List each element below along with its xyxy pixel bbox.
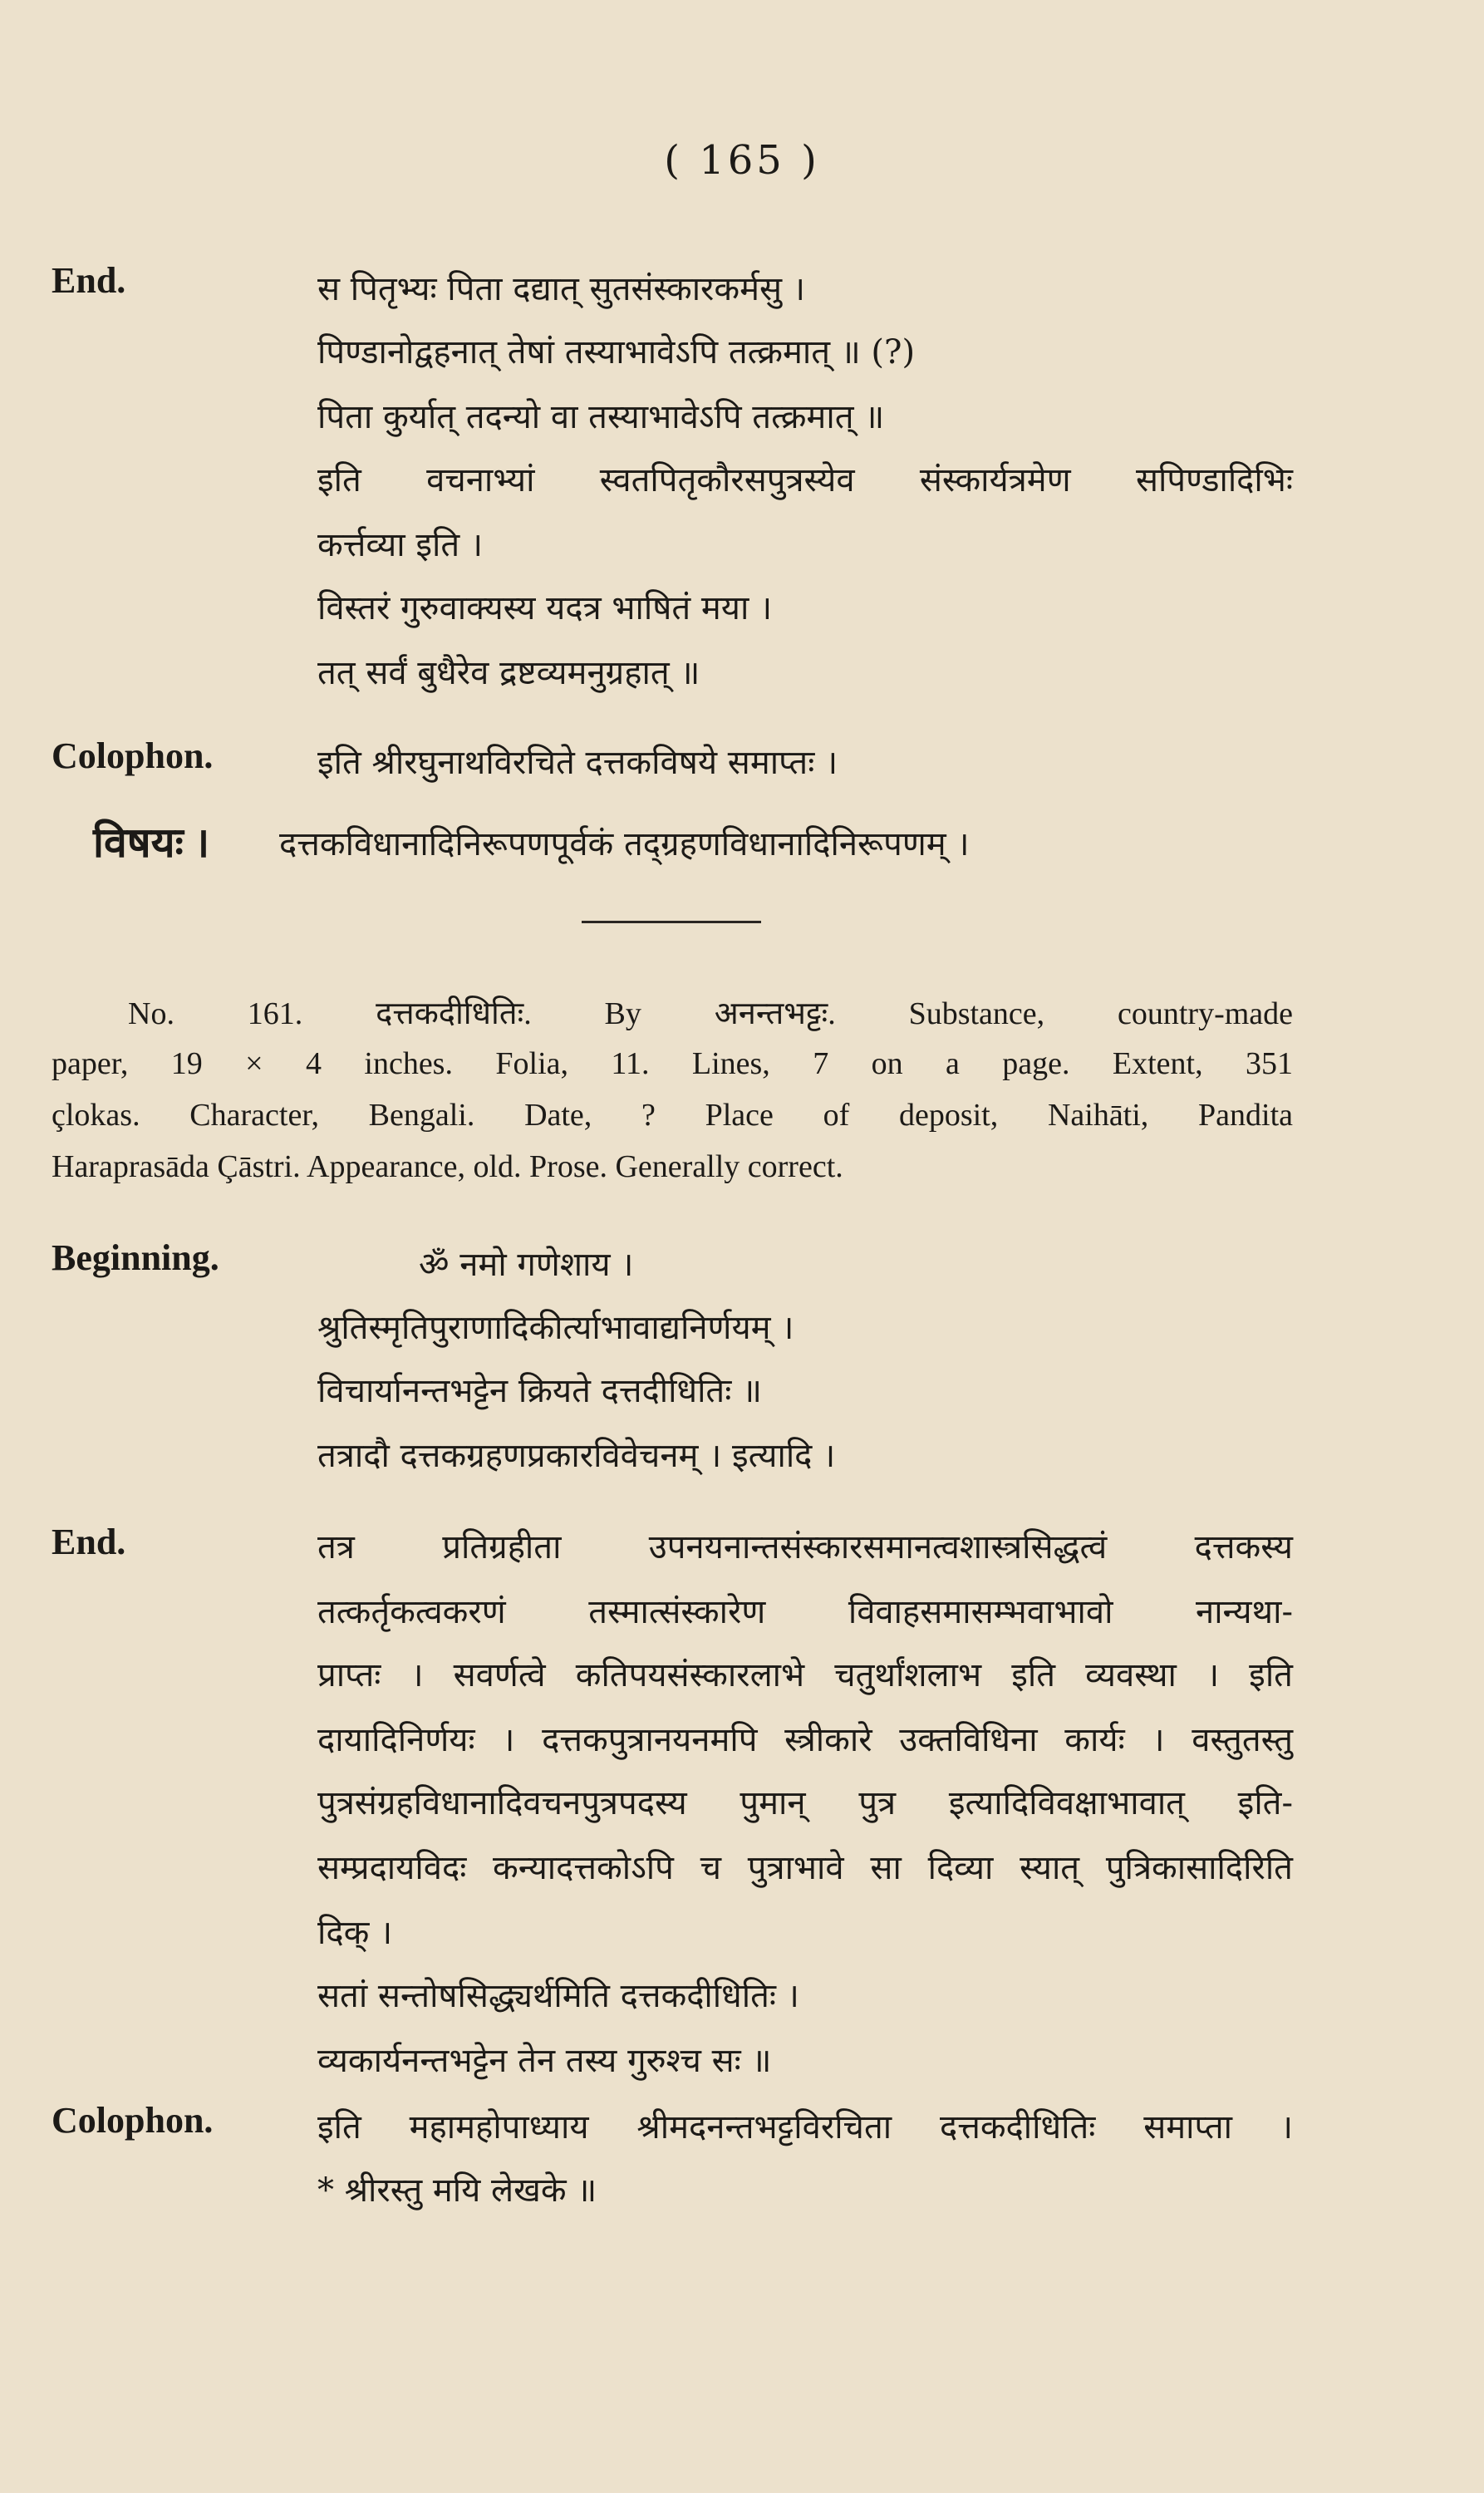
end-line: कर्त्तव्या इति । [317,526,483,564]
end-line: प्राप्तः । सवर्णत्वे कतिपयसंस्कारलाभे चतुर्थांशलाभ इति व्यवस्था । इति [317,1656,1293,1694]
colophon-label: Colophon. [52,735,214,776]
end-line: तत्कर्तृकत्वकरणं तस्मात्संस्कारेण विवाहसमासम्भवाभावो नान्यथा- [317,1593,1293,1631]
entry-by: . By [523,996,641,1031]
section-divider [582,921,761,923]
entry-details-line: paper, 19 × 4 inches. Folia, 11. Lines, 7 on a page. Extent, 351 [52,1046,1293,1081]
end-line: पिण्डानोद्वहनात् तेषां तस्याभावेऽपि तत्क्रमात् ॥ (?) [317,333,916,371]
end-line: विस्तरं गुरुवाक्यस्य यदत्र भाषितं मया । [317,589,773,627]
entry-title: दत्तकदीधितिः [376,996,524,1031]
entry-details-line: çlokas. Character, Bengali. Date, ? Place of deposit, Naihāti, Pandita [52,1098,1293,1133]
end-line: पुत्रसंग्रहविधानादिवचनपुत्रपदस्य पुमान् पुत्र इत्यादिविवक्षाभावात् इति- [317,1784,1293,1822]
entry-number: No. 161. [128,996,303,1031]
entry-header-line: No. 161. दत्तकदीधितिः. By अनन्तभट्टः. Substance, country-made [128,996,1294,1031]
colophon-label: Colophon. [52,2100,214,2141]
end-line: पिता कुर्यात् तदन्यो वा तस्याभावेऽपि तत्क्रमात् ॥ [317,398,885,436]
end-line: स पितृभ्यः पिता दद्यात् सुतसंस्कारकर्मसु । [317,270,805,308]
colophon-line: * श्रीरस्तु मयि लेखके ॥ [317,2171,597,2210]
subject-label: विषयः । [93,819,210,866]
end-line: इति वचनाभ्यां स्वतपितृकौरसपुत्रस्येव संस्कार्यत्रमेण सपिण्डादिभिः [317,461,1293,499]
end-line: सम्प्रदायविदः कन्यादत्तकोऽपि च पुत्राभावे सा दिव्या स्यात् पुत्रिकासादिरिति [317,1849,1293,1887]
subject-line: दत्तकविधानादिनिरूपणपूर्वकं तद्ग्रहणविधानादिनिरूपणम् । [279,825,970,863]
beginning-line: विचार्यानन्तभट्टेन क्रियते दत्तदीधितिः ॥ [317,1372,762,1410]
entry-author: अनन्तभट्टः [714,996,828,1031]
beginning-line: ॐ नमो गणेशाय । [419,1246,634,1284]
entry-details-line: Haraprasāda Çāstri. Appearance, old. Prose. Generally correct. [52,1149,843,1184]
end-line: सतां सन्तोषसिद्ध्यर्थमिति दत्तकदीधितिः । [317,1977,799,2015]
entry-details: Substance, country-made [908,996,1294,1031]
end-label: End. [52,1522,126,1562]
beginning-line: तत्रादौ दत्तकग्रहणप्रकारविवेचनम् । इत्यादि । [317,1437,836,1475]
page-number: ( 165 ) [664,137,820,184]
end-line: दिक् । [317,1914,393,1952]
end-line: व्यकार्यनन्तभट्टेन तेन तस्य गुरुश्च सः ॥ [317,2042,772,2080]
colophon-line: इति श्रीरघुनाथविरचिते दत्तकविषये समाप्तः । [317,744,838,782]
end-line: तत् सर्वं बुधैरेव द्रष्टव्यमनुग्रहात् ॥ [317,654,700,692]
colophon-line: इति महामहोपाध्याय श्रीमदनन्तभट्टविरचिता दत्तकदीधितिः समाप्ता । [317,2108,1293,2146]
end-line: दायादिनिर्णयः । दत्तकपुत्रानयनमपि स्त्रीकारे उक्तविधिना कार्यः । वस्तुतस्तु [317,1721,1293,1759]
beginning-line: श्रुतिस्मृतिपुराणादिकीर्त्याभावाद्यनिर्णयम् । [317,1309,794,1347]
end-label: End. [52,260,126,301]
beginning-label: Beginning. [52,1237,219,1278]
end-line: तत्र प्रतिग्रहीता उपनयनान्तसंस्कारसमानत्वशास्त्रसिद्धत्वं दत्तकस्य [317,1528,1293,1566]
